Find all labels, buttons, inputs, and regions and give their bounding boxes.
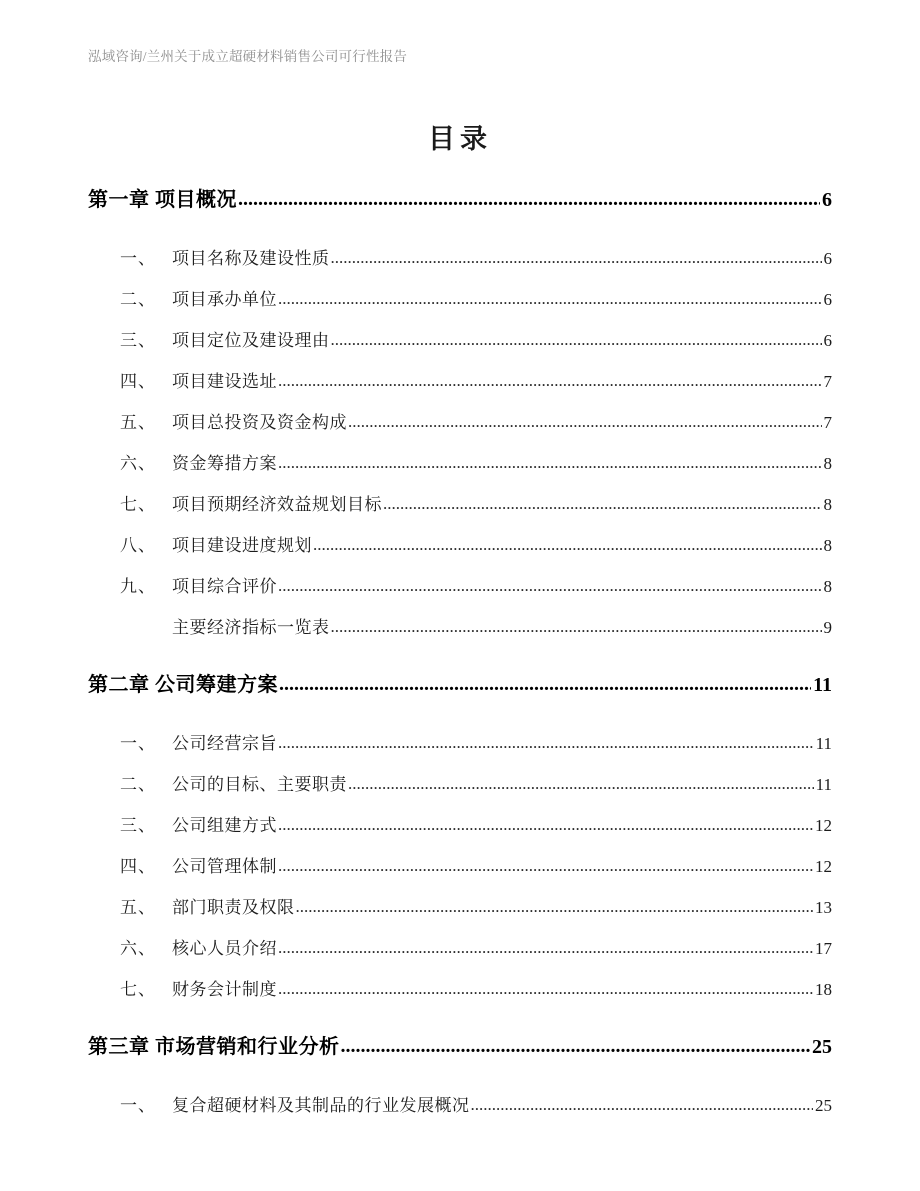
toc-section-entry[interactable]	[88, 326, 832, 367]
toc-entry-label: 核心人员介绍	[172, 939, 277, 958]
toc-page-number: 12	[815, 816, 832, 835]
toc-page-number: 18	[815, 980, 832, 999]
toc-entry-number: 四、	[120, 857, 156, 876]
toc-page-number: 6	[823, 331, 832, 350]
toc-page-number: 6	[823, 290, 832, 309]
toc-page-number: 7	[823, 413, 832, 432]
toc-page-number: 8	[823, 495, 832, 514]
toc-entry-label: 公司组建方式	[172, 816, 277, 835]
toc-entry-label: 资金筹措方案	[172, 454, 277, 473]
toc-entry-number: 三、	[120, 331, 156, 350]
toc-dot-leader	[313, 535, 822, 555]
toc-section-entry[interactable]	[88, 285, 832, 326]
toc-page-number: 11	[815, 734, 832, 753]
toc-entry-number: 三、	[120, 816, 156, 835]
toc-page-number: 8	[823, 536, 832, 555]
toc-dot-leader	[331, 248, 822, 268]
toc-entry-label: 公司管理体制	[172, 857, 277, 876]
toc-entry-label: 财务会计制度	[172, 980, 277, 999]
toc-page-number: 13	[815, 898, 832, 917]
toc-section-entry[interactable]	[88, 770, 832, 811]
toc-section-entry[interactable]	[88, 449, 832, 490]
toc-dot-leader	[383, 494, 822, 514]
toc-entry-label: 第二章 公司筹建方案	[88, 674, 278, 696]
toc-entry-label: 项目建设选址	[172, 372, 277, 391]
toc-page-number: 11	[813, 674, 832, 696]
toc-section-entry[interactable]	[88, 893, 832, 934]
toc-page-number: 11	[815, 775, 832, 794]
toc-dot-leader	[278, 289, 822, 309]
toc-entry-number: 六、	[120, 939, 156, 958]
toc-dot-leader	[238, 188, 820, 211]
toc-chapter-entry[interactable]	[88, 1030, 832, 1077]
toc-entry-number: 一、	[120, 734, 156, 753]
toc-entry-number: 四、	[120, 372, 156, 391]
toc-section-entry[interactable]	[88, 729, 832, 770]
toc-page-number: 25	[815, 1096, 832, 1115]
toc-entry-number: 一、	[120, 249, 156, 268]
toc-page-number: 12	[815, 857, 832, 876]
toc-dot-leader	[331, 617, 822, 637]
toc-entry-number: 二、	[120, 290, 156, 309]
toc-chapter-entry[interactable]	[88, 183, 832, 230]
toc-chapter-entry[interactable]	[88, 668, 832, 715]
toc-entry-label: 公司的目标、主要职责	[172, 775, 347, 794]
toc-entry-number: 九、	[120, 577, 156, 596]
toc-dot-leader	[278, 453, 822, 473]
toc-entry-label: 公司经营宗旨	[172, 734, 277, 753]
table-of-contents	[88, 183, 832, 1132]
toc-dot-leader	[278, 371, 822, 391]
toc-entry-number: 六、	[120, 454, 156, 473]
toc-dot-leader	[278, 576, 822, 596]
toc-dot-leader	[296, 897, 814, 917]
toc-dot-leader	[278, 979, 813, 999]
toc-section-entry[interactable]	[88, 367, 832, 408]
toc-section-entry[interactable]	[88, 408, 832, 449]
toc-dot-leader	[278, 856, 813, 876]
toc-page-number: 6	[823, 249, 832, 268]
toc-page-number: 6	[822, 189, 832, 211]
toc-section-entry[interactable]	[88, 852, 832, 893]
toc-page-number: 17	[815, 939, 832, 958]
toc-section-entry[interactable]	[88, 613, 832, 654]
toc-dot-leader	[348, 412, 822, 432]
toc-entry-number: 二、	[120, 775, 156, 794]
toc-entry-label: 项目建设进度规划	[172, 536, 312, 555]
toc-entry-number: 五、	[120, 413, 156, 432]
toc-section-entry[interactable]	[88, 572, 832, 613]
toc-entry-label: 项目总投资及资金构成	[172, 413, 347, 432]
toc-entry-label: 复合超硬材料及其制品的行业发展概况	[172, 1096, 470, 1115]
toc-entry-label: 项目名称及建设性质	[172, 249, 330, 268]
toc-entry-label: 项目综合评价	[172, 577, 277, 596]
toc-section-entry[interactable]	[88, 975, 832, 1016]
toc-entry-label: 部门职责及权限	[172, 898, 295, 917]
toc-page-number: 9	[823, 618, 832, 637]
toc-dot-leader	[278, 733, 814, 753]
toc-entry-label: 第三章 市场营销和行业分析	[88, 1036, 340, 1058]
toc-dot-leader	[279, 673, 811, 696]
toc-page-number: 25	[812, 1036, 832, 1058]
toc-entry-label: 项目承办单位	[172, 290, 277, 309]
toc-section-entry[interactable]	[88, 934, 832, 975]
toc-section-entry[interactable]	[88, 490, 832, 531]
toc-entry-label: 项目定位及建设理由	[172, 331, 330, 350]
toc-page-number: 8	[823, 454, 832, 473]
toc-dot-leader	[341, 1035, 811, 1058]
toc-section-entry[interactable]	[88, 531, 832, 572]
toc-entry-number: 七、	[120, 495, 156, 514]
toc-entry-number: 八、	[120, 536, 156, 555]
toc-entry-label: 项目预期经济效益规划目标	[172, 495, 382, 514]
running-header: 泓域咨询/兰州关于成立超硬材料销售公司可行性报告	[88, 49, 408, 64]
toc-page-number: 7	[823, 372, 832, 391]
toc-entry-number: 七、	[120, 980, 156, 999]
toc-section-entry[interactable]	[88, 811, 832, 852]
toc-dot-leader	[471, 1095, 814, 1115]
toc-entry-number: 五、	[120, 898, 156, 917]
toc-dot-leader	[348, 774, 814, 794]
toc-page-number: 8	[823, 577, 832, 596]
toc-dot-leader	[278, 815, 813, 835]
toc-section-entry[interactable]	[88, 244, 832, 285]
toc-dot-leader	[331, 330, 822, 350]
toc-entry-label: 第一章 项目概况	[88, 189, 237, 211]
toc-dot-leader	[278, 938, 813, 958]
toc-entry-number: 一、	[120, 1096, 156, 1115]
toc-section-entry[interactable]	[88, 1091, 832, 1132]
page-title: 目录	[428, 124, 492, 154]
toc-entry-label: 主要经济指标一览表	[172, 618, 330, 637]
